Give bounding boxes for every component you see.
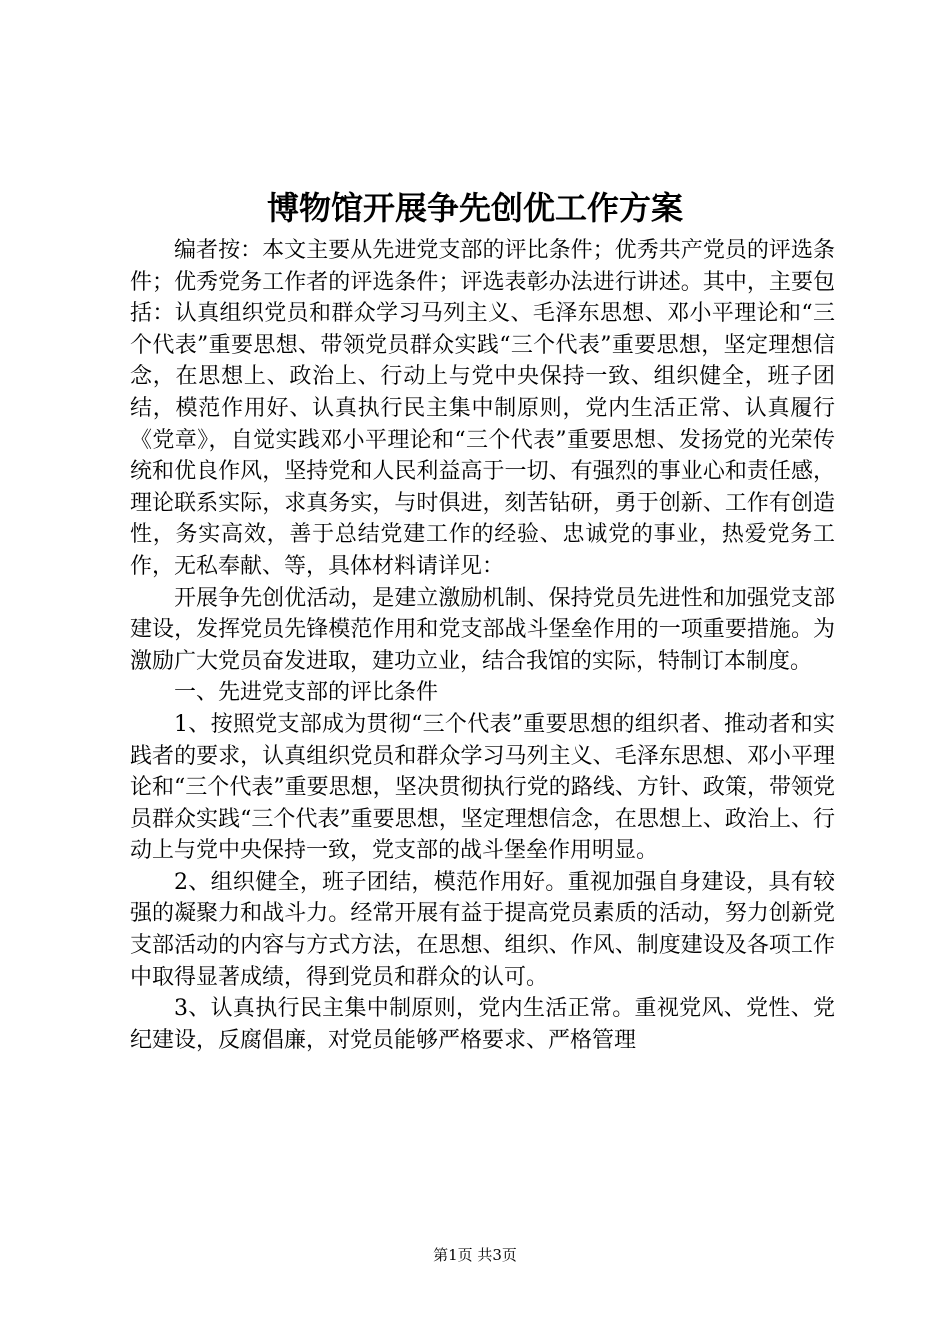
list-item-3: 3、认真执行民主集中制原则，党内生活正常。重视党风、党性、党纪建设，反腐倡廉，对党员能够严格要求、严格管理: [130, 996, 835, 1053]
section-heading: 一、先进党支部的评比条件: [174, 680, 439, 706]
list-item-1: 1、按照党支部成为贯彻“三个代表”重要思想的组织者、推动者和实践者的要求，认真组织党员和群众学习马列主义、毛泽东思想、邓小平理论和“三个代表”重要思想，坚决贯彻执行党的路线、方针、政策，带领党员群众实践“三个代表”重要思想，坚定理想信念，在思想上、政治上、行动上与党中央保持一致，党支部的战斗堡垒作用明显。: [130, 711, 835, 864]
editor-note-paragraph: 编者按：本文主要从先进党支部的评比条件；优秀共产党员的评选条件；优秀党务工作者的评选条件；评选表彰办法进行讲述。其中，主要包括：认真组织党员和群众学习马列主义、毛泽东思想、邓小平理论和“三个代表”重要思想、带领党员群众实践“三个代表”重要思想，坚定理想信念，在思想上、政治上、行动上与党中央保持一致、组织健全，班子团结，模范作用好、认真执行民主集中制原则，党内生活正常、认真履行《党章》，自觉实践邓小平理论和“三个代表”重要思想、发扬党的光荣传统和优良作风，坚持党和人民利益高于一切、有强烈的事业心和责任感，理论联系实际，求真务实，与时俱进，刻苦钻研，勇于创新、工作有创造性，务实高效，善于总结党建工作的经验、忠诚党的事业，热爱党务工作，无私奉献、等，具体材料请详见：: [130, 238, 835, 579]
document-body: [130, 235, 835, 1056]
intro-paragraph: 开展争先创优活动，是建立激励机制、保持党员先进性和加强党支部建设，发挥党员先锋模范作用和党支部战斗堡垒作用的一项重要措施。为激励广大党员奋发进取，建功立业，结合我馆的实际，特制订本制度。: [130, 585, 835, 674]
document-title: 博物馆开展争先创优工作方案: [266, 189, 683, 227]
list-item-2: 2、组织健全，班子团结，模范作用好。重视加强自身建设，具有较强的凝聚力和战斗力。经常开展有益于提高党员素质的活动，努力创新党支部活动的内容与方式方法，在思想、组织、作风、制度建设及各项工作中取得显著成绩，得到党员和群众的认可。: [130, 869, 835, 990]
page-number-footer: 第1页 共3页: [433, 1246, 517, 1264]
